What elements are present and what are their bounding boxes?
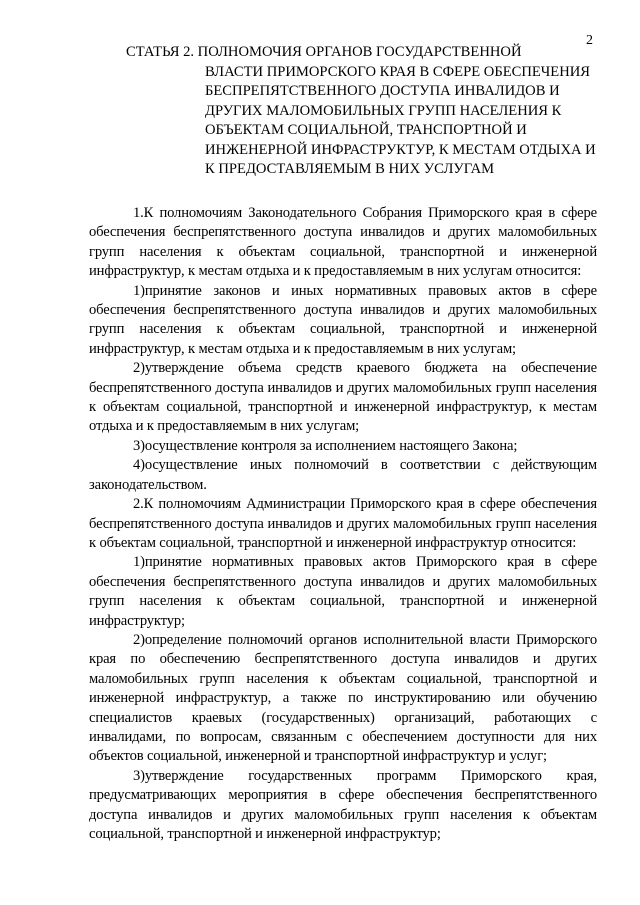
paragraph-1: 1.К полномочиям Законодательного Собрания Приморского края в сфере обеспечения беспрепятственного доступа инвалидов и других маломобильных групп населения к объектам социальной, транспортной и инженерной инфраструктур, к местам отдыха и к предоставляемым в них услугам относится: <box>89 205 597 280</box>
paragraph-1-item-1: 1)принятие законов и иных нормативных правовых актов в сфере обеспечения беспрепятственного доступа инвалидов и других маломобильных групп населения к объектам социальной, транспортной и инженерной инфраструктур, к местам отдыха и к предоставляемым в них услугам; <box>89 282 597 357</box>
article-title-continuation: ВЛАСТИ ПРИМОРСКОГО КРАЯ В СФЕРЕ ОБЕСПЕЧЕНИЯ БЕСПРЕПЯТСТВЕННОГО ДОСТУПА ИНВАЛИДОВ И ДРУГИХ МАЛОМОБИЛЬНЫХ ГРУПП НАСЕЛЕНИЯ К ОБЪЕКТАМ СОЦИАЛЬНОЙ, ТРАНСПОРТНОЙ И ИНЖЕНЕРНОЙ ИНФРАСТРУКТУР, К МЕСТАМ ОТДЫХА И К ПРЕДОСТАВЛЯЕМЫМ В НИХ УСЛУГАМ <box>205 63 596 177</box>
page-number: 2 <box>586 33 593 48</box>
paragraph-2-item-3: 3)утверждение государственных программ Приморского края, предусматривающих мероприятия в сфере обеспечения беспрепятственного доступа инвалидов и других маломобильных групп населения к объектам социальной, транспортной и инженерной инфраструктур; <box>89 767 597 842</box>
paragraph-2-item-1: 1)принятие нормативных правовых актов Приморского края в сфере обеспечения беспрепятственного доступа инвалидов и других маломобильных групп населения к объектам социальной, транспортной и инженерной инфраструктур; <box>89 554 597 629</box>
paragraph-2: 2.К полномочиям Администрации Приморского края в сфере обеспечения беспрепятственного доступа инвалидов и других маломобильных групп населения к объектам социальной, транспортной и инженерной инфраструктур относится: <box>89 496 597 551</box>
article-title-first-line: СТАТЬЯ 2. ПОЛНОМОЧИЯ ОРГАНОВ ГОСУДАРСТВЕННОЙ <box>126 44 522 60</box>
paragraph-1-item-2: 2)утверждение объема средств краевого бюджета на обеспечение беспрепятственного доступа инвалидов и других маломобильных групп населения к объектам социальной, транспортной и инженерной инфраструктур, к местам отдыха и к предоставляемым в них услугам; <box>89 360 597 435</box>
article-body <box>89 204 597 844</box>
paragraph-1-item-3: 3)осуществление контроля за исполнением настоящего Закона; <box>133 437 518 454</box>
paragraph-1-item-4: 4)осуществление иных полномочий в соответствии с действующим законодательством. <box>89 457 597 493</box>
paragraph-2-item-2: 2)определение полномочий органов исполнительной власти Приморского края по обеспечению беспрепятственного доступа инвалидов и других маломобильных групп населения к объектам социальной, транспортной и инженерной инфраструктур, а также по инструктированию или обучению специалистов краевых (государственных) организаций, работающих с инвалидами, по вопросам, связанным с обеспечением доступности для них объектов социальной, инженерной и транспортной инфраструктур и услуг; <box>89 631 597 765</box>
